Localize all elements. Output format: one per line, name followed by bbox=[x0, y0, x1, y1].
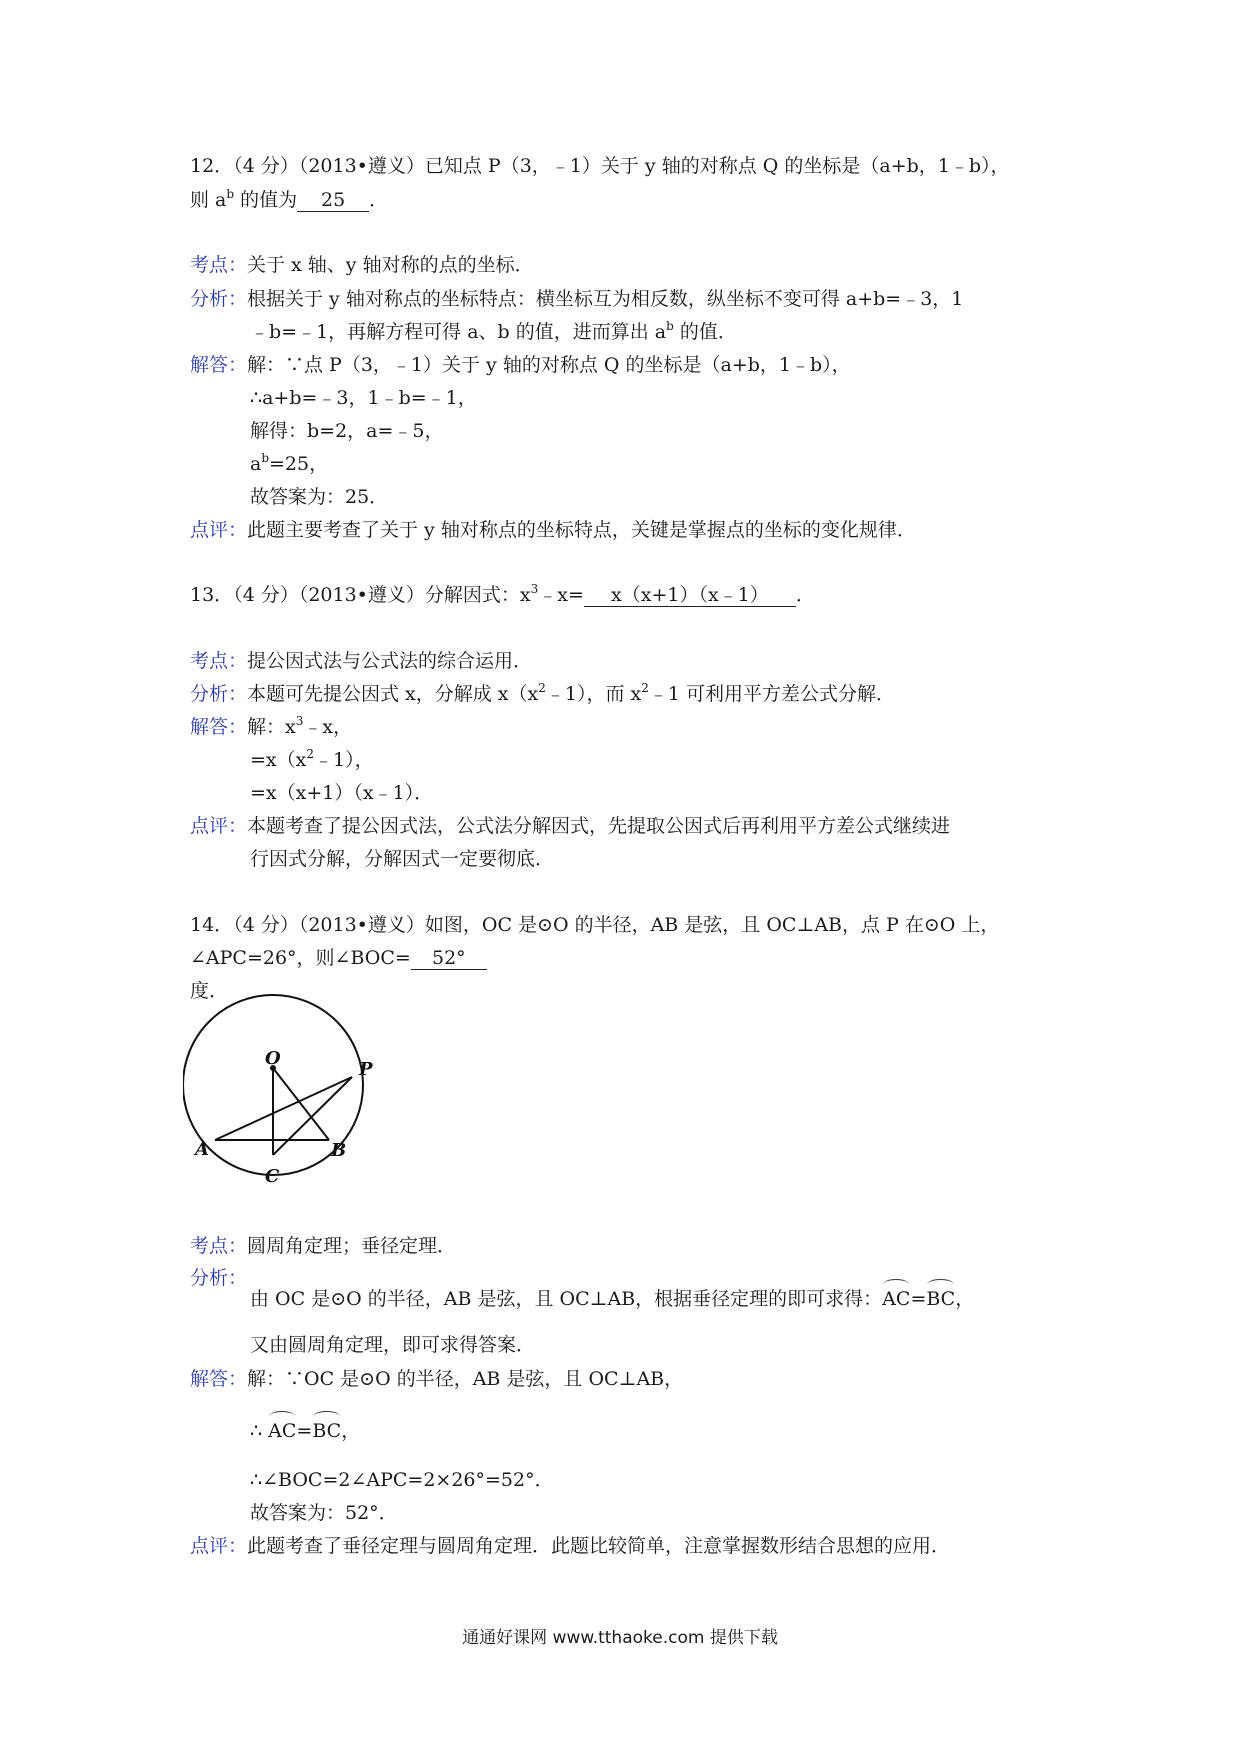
q13-kaodian: 考点：提公因式法与公式法的综合运用． bbox=[190, 650, 533, 672]
q13-jieda-step3: =x（x+1）（x﹣1）． bbox=[250, 782, 434, 804]
q14-jieda-step2: ∴ AC=BC， bbox=[250, 1420, 361, 1442]
q12-dianping: 点评：此题主要考查了关于 y 轴对称点的坐标特点，关键是掌握点的坐标的变化规律． bbox=[190, 519, 916, 541]
q14-kaodian: 考点：圆周角定理；垂径定理． bbox=[190, 1235, 457, 1257]
label-o: O bbox=[265, 1048, 281, 1069]
q12-jieda: 解答：解：∵点 P（3，﹣1）关于 y 轴的对称点 Q 的坐标是（a+b，1﹣b）， bbox=[190, 354, 851, 376]
q13-dianping-cont: 行因式分解，分解因式一定要彻底． bbox=[250, 848, 555, 870]
q14-dianping: 点评：此题考查了垂径定理与圆周角定理．此题比较简单，注意掌握数形结合思想的应用． bbox=[190, 1535, 951, 1557]
kaodian-label: 考点： bbox=[190, 650, 248, 672]
dianping-label: 点评： bbox=[190, 815, 248, 837]
page-footer: 通通好课网 www.tthaoke.com 提供下载 bbox=[462, 1628, 778, 1648]
q14-stem-line1: 14．（4 分）（2013•遵义）如图，OC 是⊙O 的半径，AB 是弦，且 OC⊥AB，点 P 在⊙O 上， bbox=[190, 914, 1000, 936]
segment-ob bbox=[273, 1068, 329, 1140]
label-a: A bbox=[195, 1139, 209, 1160]
q13-jieda: 解答：解：$x^3﹣x$， bbox=[190, 714, 353, 738]
q13-answer-blank: x（x+1）（x﹣1） bbox=[584, 584, 796, 607]
q12-jieda-step2: ∴a+b=﹣3，1﹣b=﹣1， bbox=[250, 387, 477, 409]
fenxi-label: 分析： bbox=[190, 288, 248, 310]
q13-fenxi: 分析：本题可先提公因式 x，分解成 $x(x^2﹣1)$，而 $x^2﹣1$ 可利用平方差公式分解． bbox=[190, 681, 896, 705]
arc-bc: BC bbox=[312, 1420, 342, 1442]
q12-kaodian: 考点：关于 x 轴、y 轴对称的点的坐标． bbox=[190, 254, 534, 276]
label-p: P bbox=[359, 1059, 373, 1080]
jieda-label: 解答： bbox=[190, 354, 248, 376]
q14-stem-line3: 度． bbox=[190, 980, 229, 1002]
q13-stem: 13．（4 分）（2013•遵义）分解因式：$x^3﹣x=$ x（x+1）（x﹣1） ． bbox=[190, 582, 815, 606]
q12-jieda-step3: 解得：b=2，a=﹣5， bbox=[250, 420, 444, 442]
q14-jieda: 解答：解：∵OC 是⊙O 的半径，AB 是弦，且 OC⊥AB， bbox=[190, 1368, 684, 1390]
q12-stem-line1: 12．（4 分）（2013•遵义）已知点 P（3，﹣1）关于 y 轴的对称点 Q 的坐标是（a+b，1﹣b）， bbox=[190, 155, 1010, 177]
q13-dianping: 点评：本题考查了提公因式法，公式法分解因式，先提取公因式后再利用平方差公式继续进 bbox=[190, 815, 951, 837]
q14-fenxi-line2: 又由圆周角定理，即可求得答案． bbox=[250, 1334, 536, 1356]
q14-stem-line2: ∠APC=26°，则∠BOC= 52° bbox=[190, 945, 487, 971]
jieda-label: 解答： bbox=[190, 1368, 248, 1390]
q14-answer-blank: 52° bbox=[411, 947, 487, 970]
q12-fenxi-cont: ﹣b=﹣1，再解方程可得 a、b 的值，进而算出 $a^b$ 的值． bbox=[250, 319, 737, 343]
arc-bc: BC bbox=[926, 1288, 956, 1310]
kaodian-label: 考点： bbox=[190, 1235, 248, 1257]
q12-stem-line2: 则 $a^b$ 的值为 25 ． bbox=[190, 187, 389, 211]
q14-jieda-step4: 故答案为：52°． bbox=[250, 1502, 398, 1524]
fenxi-label: 分析： bbox=[190, 683, 248, 705]
fenxi-label: 分析： bbox=[190, 1267, 248, 1289]
q12-jieda-step5: 故答案为：25． bbox=[250, 486, 389, 508]
q14-jieda-step3: ∴∠BOC=2∠APC=2×26°=52°． bbox=[250, 1469, 554, 1491]
label-b: B bbox=[331, 1140, 347, 1161]
circle-geometry-figure bbox=[183, 993, 383, 1193]
arc-ac: AC bbox=[882, 1288, 911, 1310]
q13-jieda-step2: $=x(x^2﹣1)$， bbox=[250, 747, 374, 771]
segment-ap bbox=[215, 1077, 352, 1140]
arc-ac: AC bbox=[268, 1420, 297, 1442]
jieda-label: 解答： bbox=[190, 716, 248, 738]
q12-jieda-step4: $a^b=25$， bbox=[250, 451, 329, 475]
q14-fenxi-label-line bbox=[190, 1265, 247, 1291]
dianping-label: 点评： bbox=[190, 519, 248, 541]
q14-fenxi-line1: 由 OC 是⊙O 的半径，AB 是弦，且 OC⊥AB，根据垂径定理的即可求得：AC=BC， bbox=[250, 1288, 975, 1310]
q12-fenxi: 分析：根据关于 y 轴对称点的坐标特点：横坐标互为相反数，纵坐标不变可得 a+b=﹣3，1 bbox=[190, 288, 964, 310]
label-c: C bbox=[265, 1166, 280, 1187]
q12-answer-blank: 25 bbox=[297, 189, 369, 212]
kaodian-label: 考点： bbox=[190, 254, 248, 276]
dianping-label: 点评： bbox=[190, 1535, 248, 1557]
